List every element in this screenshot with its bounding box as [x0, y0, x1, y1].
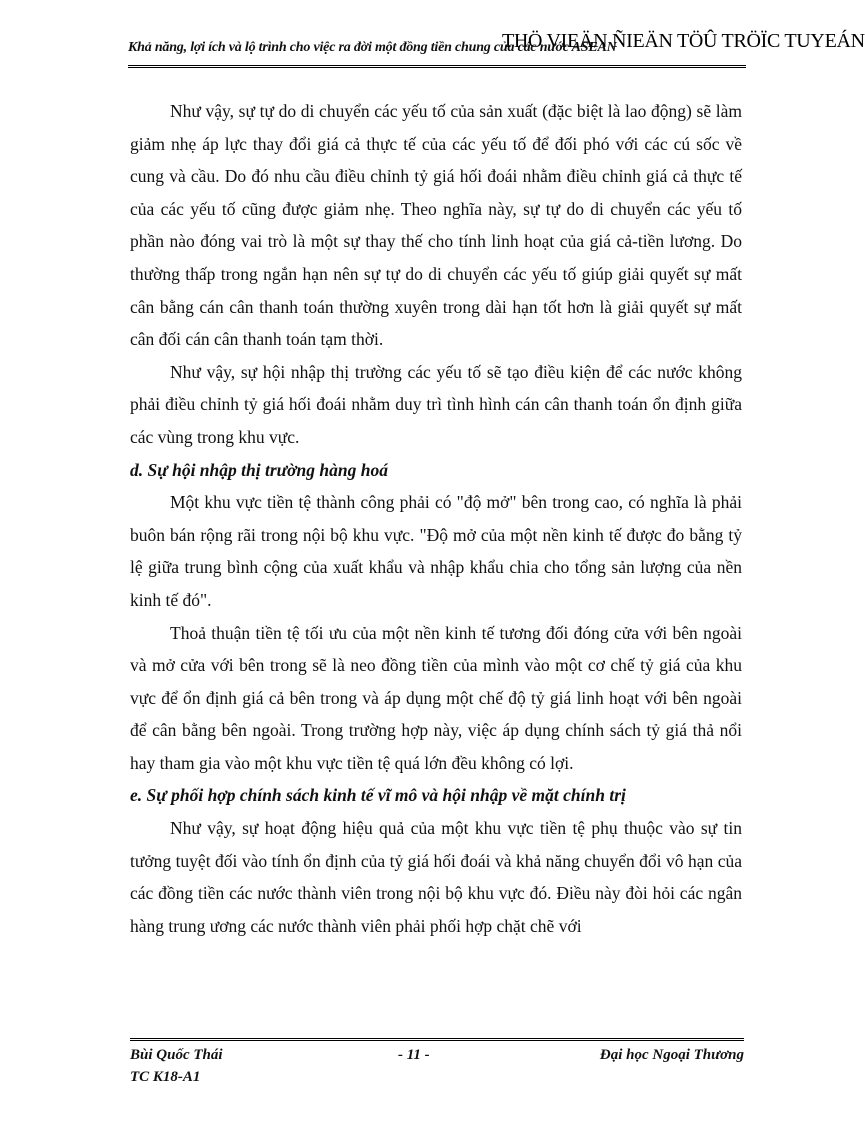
paragraph: Như vậy, sự tự do di chuyển các yếu tố của sản xuất (đặc biệt là lao động) sẽ làm giảm nhẹ áp lực thay đổi giá cả thực tế của các yếu tố để đối phó với các cú sốc về cung và cầu. Do đó nhu cầu điều chỉnh tỷ giá hối đoái nhằm điều chỉnh giá cả thực tế của các yếu tố cũng được giảm nhẹ. Theo nghĩa này, sự tự do di chuyển các yếu tố phần nào đóng vai trò là một sự thay thế cho tính linh hoạt của giá cả-tiền lương. Do thường thấp trong ngắn hạn nên sự tự do di chuyển các yếu tố giúp giải quyết sự mất cân bằng cán cân thanh toán thường xuyên trong dài hạn tốt hơn là giải quyết sự mất cân đối cán cân thanh toán tạm thời.	[130, 101, 742, 350]
header-title: Khả năng, lợi ích và lộ trình cho việc ra đời một đồng tiền chung của các nước ASEAN	[128, 40, 617, 55]
page-footer	[130, 1038, 744, 1098]
paragraph: Như vậy, sự hội nhập thị trường các yếu tố sẽ tạo điều kiện để các nước không phải điều chỉnh tỷ giá hối đoái nhằm duy trì tình hình cán cân thanh toán ổn định giữa các vùng trong khu vực.	[130, 361, 742, 447]
page-number: - 11 -	[398, 1047, 430, 1063]
header-divider	[128, 65, 746, 68]
footer-school: Đại học Ngoại Thương	[599, 1047, 744, 1063]
section-heading-e: e. Sự phối hợp chính sách kinh tế vĩ mô và hội nhập về mặt chính trị	[130, 785, 626, 806]
paragraph: Một khu vực tiền tệ thành công phải có "độ mở" bên trong cao, có nghĩa là phải buôn bán rộng rãi trong nội bộ khu vực. "Độ mở của một nền kinh tế được đo bằng tỷ lệ giữa trung bình cộng của xuất khẩu và nhập khẩu chia cho tổng sản lượng của nền kinh tế đó".	[130, 492, 742, 610]
footer-author: Bùi Quốc Thái	[130, 1047, 223, 1063]
page-header	[128, 30, 865, 70]
document-body	[130, 95, 742, 942]
footer-divider	[130, 1038, 744, 1041]
paragraph: Thoả thuận tiền tệ tối ưu của một nền kinh tế tương đối đóng cửa với bên ngoài và mở cửa với bên trong sẽ là neo đồng tiền của mình vào một cơ chế tỷ giá của khu vực để ổn định giá cả bên trong và áp dụng một chế độ tỷ giá linh hoạt với bên ngoài để cân bằng bên ngoài. Trong trường hợp này, việc áp dụng chính sách tỷ giá thả nổi hay tham gia vào một khu vực tiền tệ quá lớn đều không có lợi.	[130, 622, 742, 773]
paragraph: Như vậy, sự hoạt động hiệu quả của một khu vực tiền tệ phụ thuộc vào sự tin tưởng tuyệt đối vào tính ổn định của tỷ giá hối đoái và khả năng chuyển đổi vô hạn của các đồng tiền các nước thành viên trong nội bộ khu vực đó. Điều này đòi hỏi các ngân hàng trung ương các nước thành viên phải phối hợp chặt chẽ với	[130, 818, 742, 936]
section-heading-d: d. Sự hội nhập thị trường hàng hoá	[130, 459, 388, 480]
header-watermark: THÖ VIEÄN ÑIEÄN TÖÛ TRÖÏC TUYEÁN	[502, 30, 865, 52]
footer-class-code: TC K18-A1	[130, 1069, 201, 1085]
